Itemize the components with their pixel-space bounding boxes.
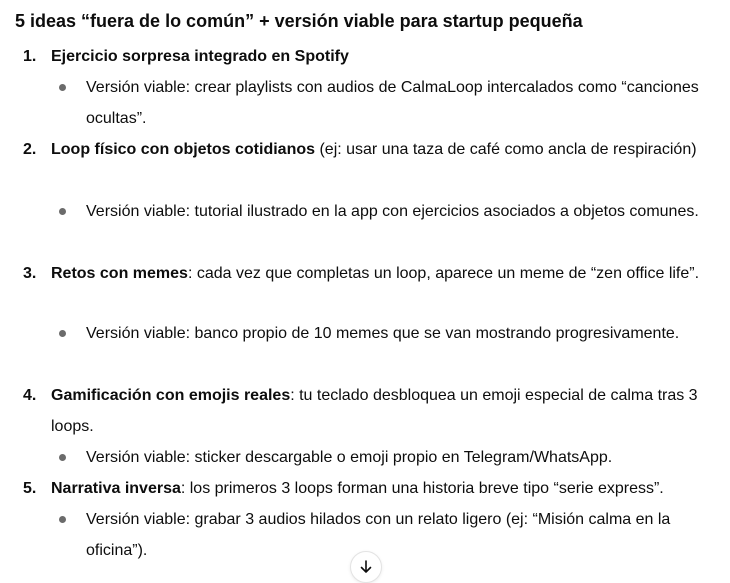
list-item-title: Narrativa inversa [51, 480, 181, 497]
list-item-text [51, 134, 723, 165]
list-item-title: Ejercicio sorpresa integrado en Spotify [51, 48, 349, 65]
list-item-description: (ej: usar una taza de café como ancla de respiración) [315, 141, 697, 158]
sub-bullet-text: Versión viable: grabar 3 audios hilados con un relato ligero (ej: “Misión calma en la oficina”). [86, 511, 671, 559]
arrow-down-icon [358, 559, 374, 575]
bullet-dot-icon [59, 330, 66, 337]
sub-bullet-text: Versión viable: tutorial ilustrado en la app con ejercicios asociados a objetos comunes. [86, 203, 699, 220]
list-item-text [51, 41, 723, 72]
list-number: 4. [23, 387, 37, 404]
list-number: 2. [23, 141, 37, 158]
list-item-description: : los primeros 3 loops forman una historia breve tipo “serie express”. [180, 480, 664, 497]
section-heading: 5 ideas “fuera de lo común” + versión viable para startup pequeña [15, 11, 583, 31]
sub-bullet-text: Versión viable: sticker descargable o emoji propio en Telegram/WhatsApp. [86, 449, 613, 466]
list-item-description: : cada vez que completas un loop, aparece un meme de “zen office life”. [187, 265, 700, 282]
list-item-title: Gamificación con emojis reales [51, 387, 291, 404]
scroll-to-bottom-button[interactable] [350, 551, 382, 583]
bullet-dot-icon [59, 84, 66, 91]
list-item-description: : tu teclado desbloquea un emoji especial de calma tras 3 loops. [51, 387, 698, 435]
bullet-dot-icon [59, 516, 66, 523]
sub-bullet-text: Versión viable: crear playlists con audios de CalmaLoop intercalados como “canciones ocultas”. [86, 79, 699, 127]
list-number: 3. [23, 265, 37, 282]
list-number: 5. [23, 480, 37, 497]
list-item-text [51, 473, 723, 504]
list-number: 1. [23, 48, 37, 65]
bullet-dot-icon [59, 208, 66, 215]
sub-bullet-text: Versión viable: banco propio de 10 memes que se van mostrando progresivamente. [86, 325, 680, 342]
list-item-text [51, 258, 723, 289]
list-item-text [51, 380, 723, 442]
list-item-title: Loop físico con objetos cotidianos [51, 141, 316, 158]
list-item-title: Retos con memes [51, 265, 188, 282]
bullet-dot-icon [59, 454, 66, 461]
